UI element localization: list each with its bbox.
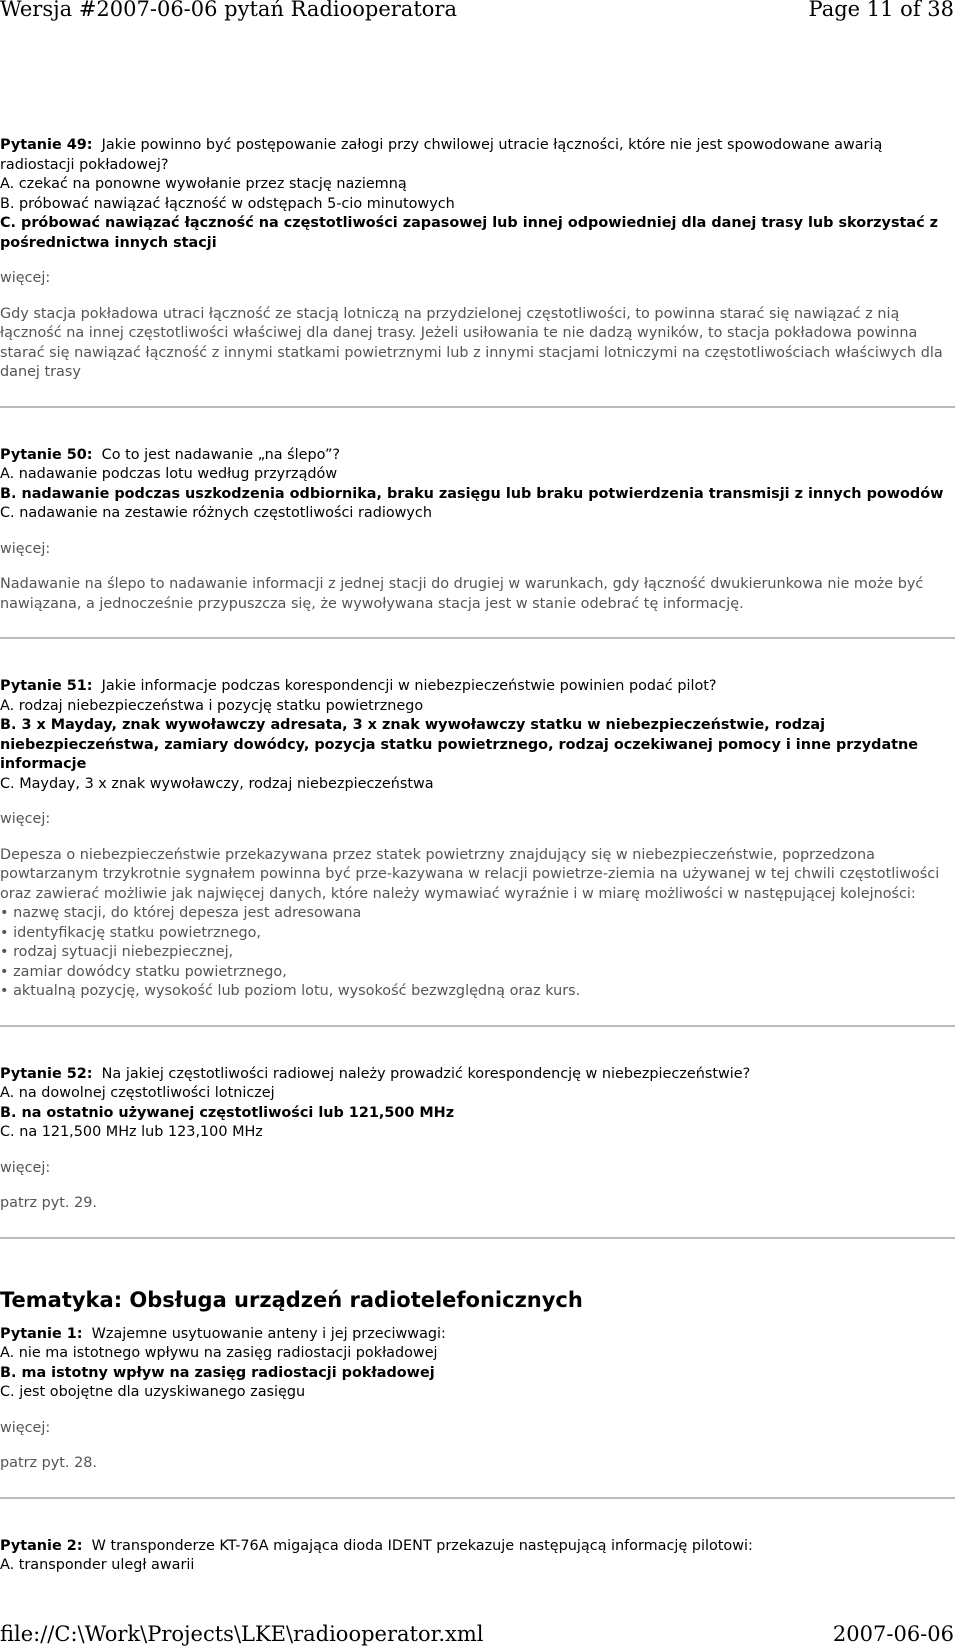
question-label: Pytanie 51: — [0, 678, 93, 694]
answer-a: A. na dowolnej częstotliwości lotniczej — [0, 1085, 275, 1101]
question-text — [0, 1325, 955, 1345]
answer-c-correct: C. próbować nawiązać łączność na częstotliwości zapasowej lub innej odpowiedniej dla danej trasy lub skorzystać z pośrednictwa innych stacji — [0, 215, 939, 251]
explanation-text: patrz pyt. 28. — [0, 1455, 97, 1471]
answer-c: C. jest obojętne dla uzyskiwanego zasięgu — [0, 1384, 306, 1400]
answer-a: A. czekać na ponowne wywołanie przez stację naziemną — [0, 176, 407, 192]
list-item: • nazwę stacji, do której depesza jest adresowana — [0, 904, 955, 924]
more-label: więcej: — [0, 270, 51, 286]
more-label: więcej: — [0, 1159, 51, 1176]
list-item: • zamiar dowódcy statku powietrznego, — [0, 963, 955, 983]
question-label: Pytanie 49: — [0, 137, 93, 153]
question-body: W transponderze KT-76A migająca dioda IDENT przekazuje następującą informację pilotowi: — [91, 1537, 753, 1554]
more-label: więcej: — [0, 1419, 51, 1436]
separator — [0, 1497, 955, 1499]
answer-c: C. Mayday, 3 x znak wywoławczy, rodzaj niebezpieczeństwa — [0, 775, 434, 792]
answer-c: C. na 121,500 MHz lub 123,100 MHz — [0, 1124, 263, 1140]
question-text — [0, 1537, 955, 1557]
question-text — [0, 446, 955, 466]
question-body: Na jakiej częstotliwości radiowej należy prowadzić korespondencję w niebezpieczeństwie? — [101, 1065, 751, 1082]
list-item: • rodzaj sytuacji niebezpiecznej, — [0, 943, 955, 963]
explanation — [0, 305, 955, 383]
explanation-text: patrz pyt. 29. — [0, 1195, 97, 1211]
explanation-text: Depesza o niebezpieczeństwie przekazywana przez statek powietrzny znajdujący się w niebezpieczeństwie, poprzedzona powtarzanym trzykrotnie sygnałem powinna być prze-kazywana w relacji powietrze-ziemia na używanej w tej chwili częstotliwości oraz zawierać możliwie jak najwięcej danych, które należy wymawiać wyraźnie i w miarę możliwości w następującej kolejności: — [0, 846, 940, 902]
answer-a: A. nie ma istotnego wpływu na zasięg radiostacji pokładowej — [0, 1345, 438, 1361]
answer-c: C. nadawanie na zestawie różnych częstotliwości radiowych — [0, 505, 432, 521]
topic-question-2 — [0, 1537, 955, 1576]
answer-a: A. nadawanie podczas lotu według przyrządów — [0, 466, 338, 482]
separator — [0, 637, 955, 639]
separator — [0, 406, 955, 408]
answer-b-correct: B. na ostatnio używanej częstotliwości lub 121,500 MHz — [0, 1104, 455, 1121]
page-footer-path: file://C:\Work\Projects\LKE\radiooperator.xml — [0, 1622, 484, 1646]
explanation-list — [0, 904, 955, 1002]
answer-b-correct: B. 3 x Mayday, znak wywoławczy adresata, 3 x znak wywoławczy statku w niebezpieczeństwie, rodzaj niebezpieczeństwa, zamiary dowódcy, pozycja statku powietrznego, rodzaj oczekiwanej pomocy i inne przydatne informacje — [0, 717, 919, 772]
explanation — [0, 846, 955, 1002]
separator — [0, 1237, 955, 1239]
answer-a: A. rodzaj niebezpieczeństwa i pozycję statku powietrznego — [0, 697, 424, 714]
page-header-title: Wersja #2007-06-06 pytań Radiooperatora — [0, 0, 457, 21]
list-item: • aktualną pozycję, wysokość lub poziom lotu, wysokość bezwzględną oraz kurs. — [0, 982, 955, 1002]
question-text — [0, 136, 955, 175]
explanation-text: Nadawanie na ślepo to nadawanie informacji z jednej stacji do drugiej w warunkach, gdy łączność dwukierunkowa nie może być nawiązana, a jednocześnie przypuszcza się, że wywoływana stacja jest w stanie odebrać tę informację. — [0, 576, 924, 612]
list-item: • identyfikację statku powietrznego, — [0, 924, 955, 944]
more-label: więcej: — [0, 540, 51, 557]
question-52 — [0, 1065, 955, 1214]
question-text — [0, 677, 955, 697]
explanation — [0, 575, 955, 614]
page-footer-date: 2007-06-06 — [832, 1622, 954, 1646]
content — [0, 136, 955, 1576]
question-body: Wzajemne usytuowanie anteny i jej przeciwwagi: — [91, 1325, 446, 1342]
explanation-text: Gdy stacja pokładowa utraci łączność ze stacją lotniczą na przydzielonej częstotliwości, to powinna starać się nawiązać z nią łączność na innej częstotliwości właściwej dla danej trasy. Jeżeli usiłowania te nie dadzą wyników, to stacja pokładowa powinna starać się nawiązać łączność z innymi statkami powietrznymi lub z innymi stacjami lotniczymi na częstotliwościach właściwych dla danej trasy — [0, 305, 943, 380]
question-label: Pytanie 50: — [0, 446, 93, 463]
question-label: Pytanie 52: — [0, 1065, 93, 1082]
more-label: więcej: — [0, 811, 51, 827]
explanation — [0, 1194, 955, 1214]
question-text — [0, 1065, 955, 1085]
answer-a: A. transponder uległ awarii — [0, 1557, 195, 1573]
answer-b: B. próbować nawiązać łączność w odstępach 5-cio minutowych — [0, 195, 455, 212]
question-51 — [0, 677, 955, 1002]
question-49 — [0, 136, 955, 383]
answer-b-correct: B. ma istotny wpływ na zasięg radiostacji pokładowej — [0, 1364, 435, 1381]
question-body: Co to jest nadawanie „na ślepo”? — [101, 446, 341, 463]
question-label: Pytanie 1: — [0, 1325, 83, 1342]
question-label: Pytanie 2: — [0, 1537, 83, 1554]
explanation — [0, 1454, 955, 1474]
topic-heading: Tematyka: Obsługa urządzeń radiotelefonicznych — [0, 1287, 583, 1312]
question-body: Jakie informacje podczas korespondencji w niebezpieczeństwie powinien podać pilot? — [101, 678, 717, 694]
question-50 — [0, 446, 955, 615]
page-header-number: Page 11 of 38 — [808, 0, 954, 21]
topic-question-1 — [0, 1325, 955, 1474]
separator — [0, 1025, 955, 1027]
question-body: Jakie powinno być postępowanie załogi przy chwilowej utracie łączności, które nie jest spowodowane awarią radiostacji pokładowej? — [0, 137, 883, 173]
answer-b-correct: B. nadawanie podczas uszkodzenia odbiornika, braku zasięgu lub braku potwierdzenia transmisji z innych powodów — [0, 485, 944, 502]
